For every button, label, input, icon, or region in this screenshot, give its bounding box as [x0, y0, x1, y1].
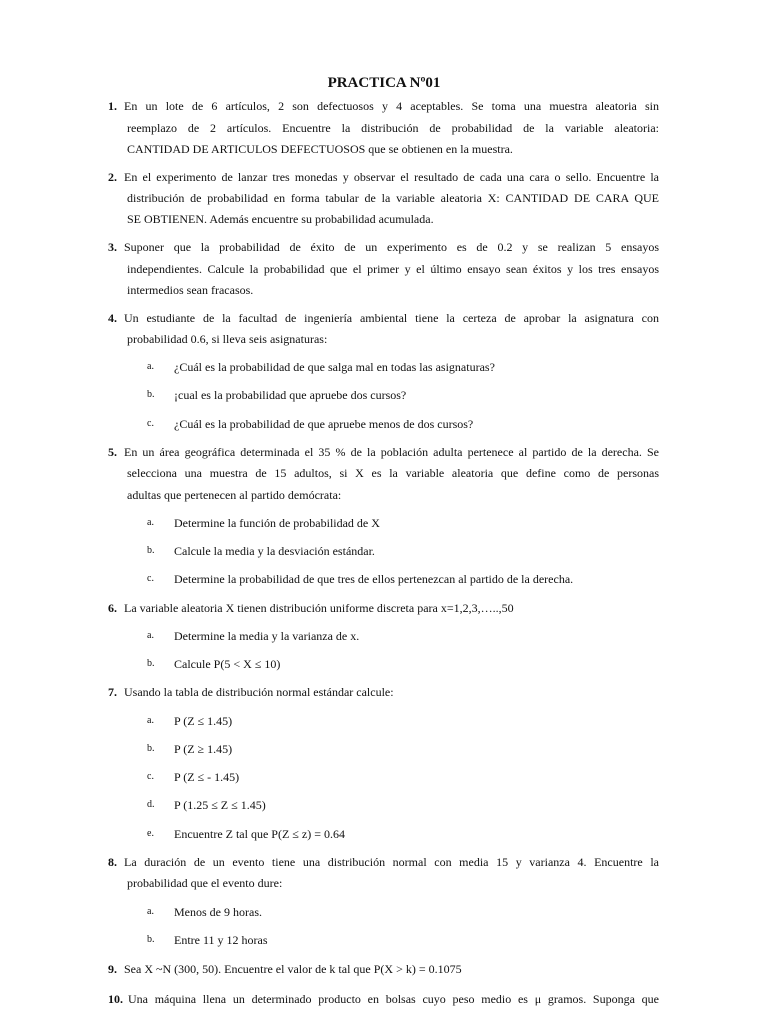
item-letter: c.: [147, 771, 154, 782]
problem-text-line: reemplazo de 2 artículos. Encuentre la distribución de probabilidad de la variable aleatoria:: [127, 121, 659, 135]
problem-text-line: CANTIDAD DE ARTICULOS DEFECTUOSOS que se obtienen en la muestra.: [127, 142, 513, 156]
item-text: Determine la función de probabilidad de X: [174, 516, 380, 530]
page-title: PRACTICA Nº01: [327, 75, 441, 91]
problem-text-line: Sea X ~N (300, 50). Encuentre el valor de k tal que P(X > k) = 0.1075: [124, 962, 462, 976]
item-letter: c.: [147, 418, 154, 429]
problem-text-line: adultas que pertenecen al partido demócrata:: [127, 488, 342, 502]
problem-text-line: probabilidad 0.6, si lleva seis asignaturas:: [127, 332, 328, 346]
problem-text-line: selecciona una muestra de 15 adultos, si X es la variable aleatoria que define como de personas: [127, 466, 659, 480]
problem-text-line: Una máquina llena un determinado producto en bolsas cuyo peso medio es μ gramos. Suponga que: [128, 992, 659, 1006]
item-text: Determine la probabilidad de que tres de ellos pertenezcan al partido de la derecha.: [174, 572, 574, 586]
problem-text-line: La duración de un evento tiene una distribución normal con media 15 y varianza 4. Encuentre la: [124, 855, 659, 869]
item-text: P (Z ≤ 1.45): [174, 714, 233, 728]
item-letter: b.: [147, 934, 155, 945]
item-letter: a.: [147, 630, 154, 641]
item-text: Determine la media y la varianza de x.: [174, 629, 360, 643]
item-letter: b.: [147, 743, 155, 754]
item-text: Calcule P(5 < X ≤ 10): [174, 657, 281, 671]
item-letter: a.: [147, 517, 154, 528]
problem-number: 10.: [108, 992, 123, 1006]
problem-number: 9.: [108, 962, 117, 976]
problem-text-line: En un lote de 6 artículos, 2 son defectuosos y 4 aceptables. Se toma una muestra aleatoria sin: [124, 99, 659, 113]
item-letter: b.: [147, 545, 155, 556]
problem-number: 5.: [108, 445, 117, 459]
problem-number: 6.: [108, 601, 117, 615]
item-text: ¿Cuál es la probabilidad de que apruebe menos de dos cursos?: [174, 417, 474, 431]
item-text: Encuentre Z tal que P(Z ≤ z) = 0.64: [174, 827, 345, 841]
item-letter: c.: [147, 573, 154, 584]
problem-text-line: independientes. Calcule la probabilidad que el primer y el último ensayo sean éxitos y los tres ensayos: [127, 262, 659, 276]
problem-text-line: Suponer que la probabilidad de éxito de un experimento es de 0.2 y se realizan 5 ensayos: [124, 240, 659, 254]
problem-text-line: distribución de probabilidad en forma tabular de la variable aleatoria X: CANTIDAD DE CARA QUE: [127, 191, 659, 205]
item-text: P (1.25 ≤ Z ≤ 1.45): [174, 798, 266, 812]
problem-text-line: Un estudiante de la facultad de ingeniería ambiental tiene la certeza de aprobar la asignatura con: [124, 311, 659, 325]
problem-number: 4.: [108, 311, 117, 325]
problem-text-line: La variable aleatoria X tienen distribución uniforme discreta para x=1,2,3,…..,50: [124, 601, 514, 615]
problem-text-line: En el experimento de lanzar tres monedas y observar el resultado de cada una cara o sello. Encuentre la: [124, 170, 659, 184]
problem-number: 7.: [108, 685, 117, 699]
item-letter: a.: [147, 715, 154, 726]
item-text: Menos de 9 horas.: [174, 905, 262, 919]
problem-text-line: intermedios sean fracasos.: [127, 283, 254, 297]
problem-text-line: SE OBTIENEN. Además encuentre su probabilidad acumulada.: [127, 212, 434, 226]
item-text: ¿Cuál es la probabilidad de que salga mal en todas las asignaturas?: [174, 360, 495, 374]
item-text: Entre 11 y 12 horas: [174, 933, 268, 947]
problem-text-line: Usando la tabla de distribución normal estándar calcule:: [124, 685, 394, 699]
problem-text-line: probabilidad que el evento dure:: [127, 876, 283, 890]
item-text: P (Z ≥ 1.45): [174, 742, 233, 756]
item-letter: b.: [147, 389, 155, 400]
problem-number: 3.: [108, 240, 117, 254]
item-letter: e.: [147, 828, 154, 839]
item-text: ¡cual es la probabilidad que apruebe dos cursos?: [174, 388, 407, 402]
item-letter: a.: [147, 361, 154, 372]
problem-number: 8.: [108, 855, 117, 869]
item-letter: b.: [147, 658, 155, 669]
problem-number: 2.: [108, 170, 117, 184]
item-letter: d.: [147, 799, 155, 810]
problem-number: 1.: [108, 99, 117, 113]
item-text: P (Z ≤ - 1.45): [174, 770, 240, 784]
item-letter: a.: [147, 906, 154, 917]
item-text: Calcule la media y la desviación estándar.: [174, 544, 375, 558]
problem-text-line: En un área geográfica determinada el 35 % de la población adulta pertenece al partido de la derecha. Se: [124, 445, 659, 459]
